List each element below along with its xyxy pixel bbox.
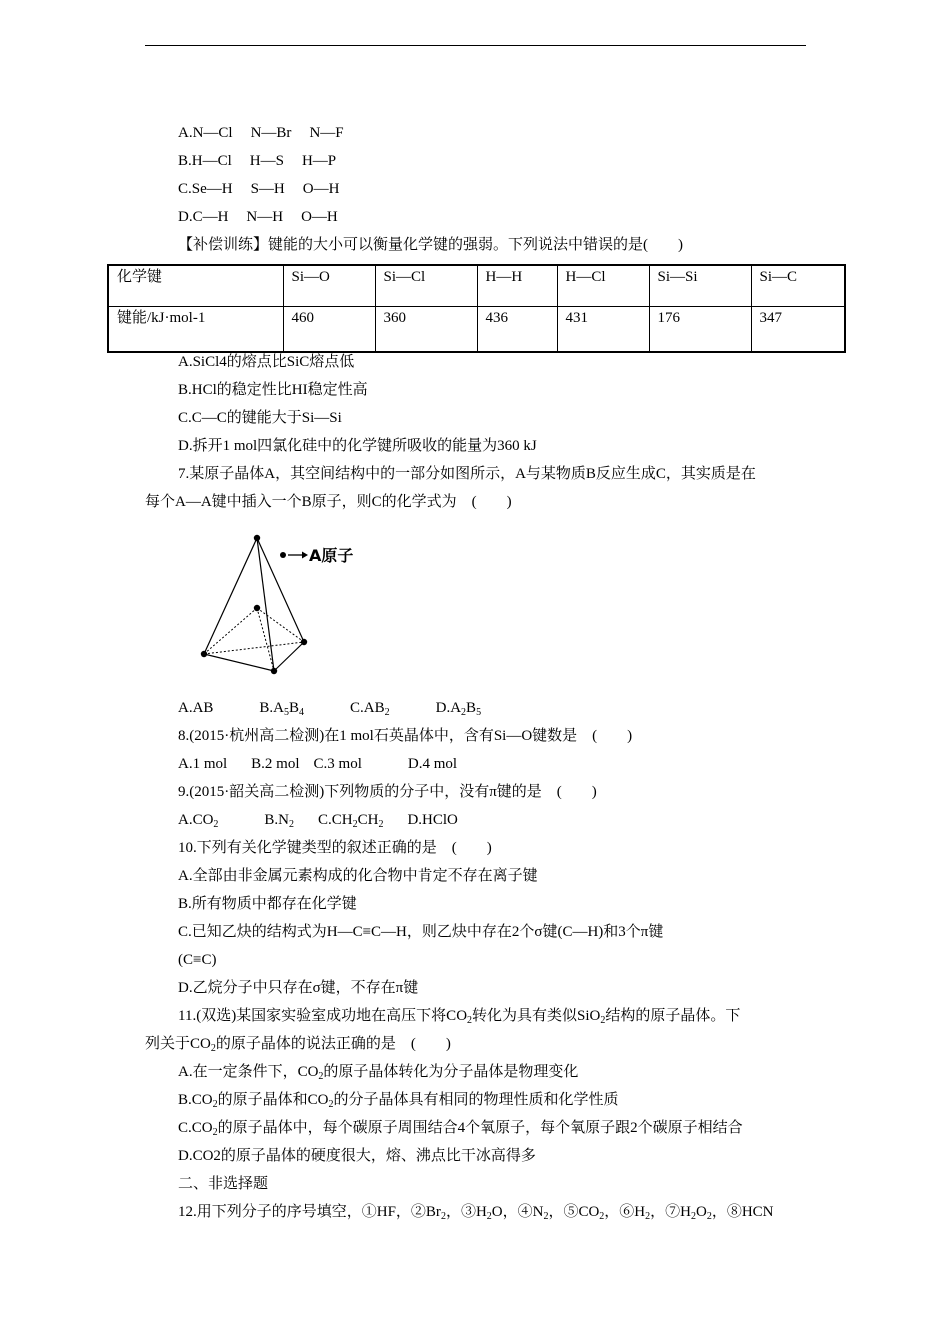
q6-option-a: A.N—Cl N—Br N—F [178,125,344,141]
table-row [108,307,845,353]
q10-option-b: B.所有物质中都存在化学键 [178,896,357,912]
table-cell: 436 [477,307,557,353]
q6-option-c: C.Se—H S—H O—H [178,181,340,197]
table-cell: 化学键 [108,265,283,307]
section-heading: 二、非选择题 [178,1176,269,1192]
q11-stem-line1: 11.(双选)某国家实验室成功地在高压下将$CO_2$转化为具有类似SiO$_2$结构的原子晶体。下 [178,1008,741,1026]
table-cell: Si—Si [649,265,751,307]
q11-option-d: D.CO2的原子晶体的硬度很大，熔、沸点比干冰高得多 [178,1148,536,1164]
q11-option-c: $C.CO_2$的原子晶体中，每个碳原子周围结合4个氧原子，每个氧原子跟2个碳原子相结合 [178,1120,743,1138]
table-cell: 键能/kJ·mol-1 [108,307,283,353]
q10-stem: 10.下列有关化学键类型的叙述正确的是 ( ) [178,840,492,856]
q9-options: $A.CO_2$ $B.N_2$ $C.CH_2CH_2$ D.HClO [178,812,458,830]
table-row [108,265,845,307]
q10-option-a: A.全部由非金属元素构成的化合物中肯定不存在离子键 [178,868,538,884]
table-cell: H—Cl [557,265,649,307]
table-cell: Si—Cl [375,265,477,307]
q6-option-d: D.C—H N—H O—H [178,209,338,225]
q11-stem-line2: 列关于$CO_2$的原子晶体的说法正确的是 ( ) [145,1036,451,1054]
q8-options: A.1 mol B.2 mol C.3 mol D.4 mol [178,756,458,772]
q11-option-b: $B.CO_2$的原子晶体和$CO_2$的分子晶体具有相同的物理性质和化学性质 [178,1092,619,1110]
q12-stem: 12.用下列分子的序号填空，①HF，$②Br_2$，$③H_2O$，$④N_2$，$⑤CO_2$，$⑥H_2$，$⑦H_2O_2$，⑧HCN [178,1204,774,1222]
supp-option-d: D.拆开1 mol四氯化硅中的化学键所吸收的能量为360 kJ [178,438,537,454]
q7-stem-line2: 每个A—A键中插入一个B原子，则C的化学式为 ( ) [145,494,512,510]
q8-stem: 8.(2015·杭州高二检测)在1 mol石英晶体中，含有Si—O键数是 ( ) [178,728,633,744]
q11-option-a: A.在一定条件下，$CO_2$的原子晶体转化为分子晶体是物理变化 [178,1064,579,1082]
table-cell: Si—C [751,265,845,307]
bond-energy-table [107,264,846,353]
q9-stem: 9.(2015·韶关高二检测)下列物质的分子中，没有π键的是 ( ) [178,784,597,800]
supp-option-a: A.SiCl4的熔点比SiC熔点低 [178,354,355,370]
tetrahedron-figure [195,530,370,680]
supp-option-b: B.HCl的稳定性比HI稳定性高 [178,382,368,398]
table-cell: 360 [375,307,477,353]
header-rule [145,45,806,46]
table-cell: 460 [283,307,375,353]
table-cell: 431 [557,307,649,353]
a-atom-label: A原子 [309,546,354,565]
table-cell: H—H [477,265,557,307]
q7-stem-line1: 7.某原子晶体A，其空间结构中的一部分如图所示，A与某物质B反应生成C，其实质是在 [178,466,756,482]
table-cell: 347 [751,307,845,353]
q10-option-d: D.乙烷分子中只存在σ键，不存在π键 [178,980,419,996]
q10-option-c: C.已知乙炔的结构式为H—C≡C—H，则乙炔中存在2个σ键(C—H)和3个π键 [178,924,664,940]
q10-option-c-cont: (C≡C) [178,952,217,968]
supp-option-c: C.C—C的键能大于Si—Si [178,410,342,426]
supplement-stem: 【补偿训练】键能的大小可以衡量化学键的强弱。下列说法中错误的是( ) [178,237,683,253]
q6-option-b: B.H—Cl H—S H—P [178,153,337,169]
q7-options: A.AB $B.A_5B_4$ $C.AB_2$ $D.A_2B_5$ [178,700,482,718]
table-cell: 176 [649,307,751,353]
table-cell: Si—O [283,265,375,307]
